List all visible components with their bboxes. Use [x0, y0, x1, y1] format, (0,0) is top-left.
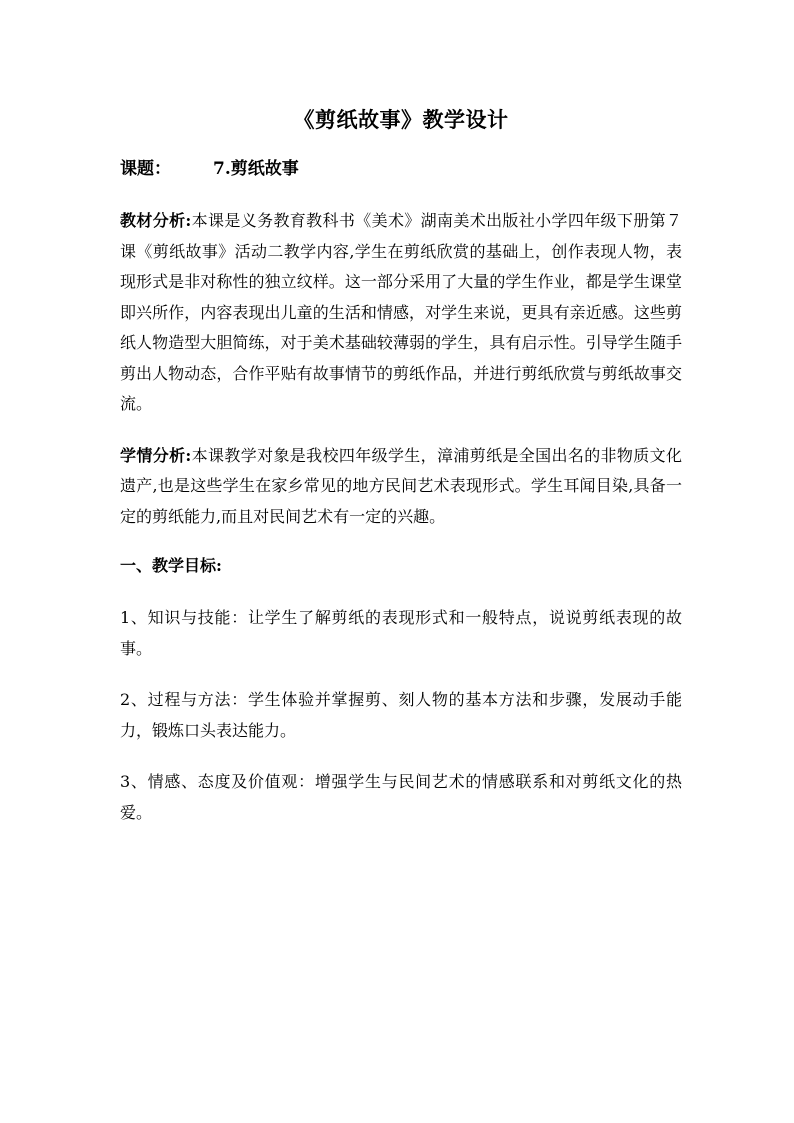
- material-analysis-text: 本课是义务教育教科书《美术》湖南美术出版社小学四年级下册第７课《剪纸故事》活动二教学内容,学生在剪纸欣赏的基础上，创作表现人物，表现形式是非对称性的独立纹样。这一部分采用了大量的学生作业，都是学生课堂即兴所作，内容表现出儿童的生活和情感，对学生来说，更具有亲近感。这些剪纸人物造型大胆简练，对于美术基础较薄弱的学生，具有启示性。引导学生随手剪出人物动态，合作平贴有故事情节的剪纸作品，并进行剪纸欣赏与剪纸故事交流。: [120, 211, 682, 413]
- topic-label: 课题：: [120, 159, 171, 179]
- student-analysis-paragraph: [120, 441, 682, 533]
- document-title: 《剪纸故事》教学设计: [293, 107, 509, 132]
- topic-value: 7.剪纸故事: [213, 159, 299, 179]
- goals-heading: 一、教学目标:: [120, 556, 222, 575]
- goal-item-emotion: 3、情感、态度及价值观：增强学生与民间艺术的情感联系和对剪纸文化的热爱。: [120, 772, 682, 822]
- material-analysis-paragraph: [120, 206, 682, 420]
- student-analysis-text: 本课教学对象是我校四年级学生，漳浦剪纸是全国出名的非物质文化遗产,也是这些学生在家乡常见的地方民间艺术表现形式。学生耳闻目染,具备一定的剪纸能力,而且对民间艺术有一定的兴趣。: [120, 445, 682, 526]
- material-analysis-label: 教材分析:: [120, 211, 192, 230]
- goal-item-process: 2、过程与方法：学生体验并掌握剪、刻人物的基本方法和步骤，发展动手能力，锻炼口头表达能力。: [120, 690, 682, 740]
- goal-item-knowledge: 1、知识与技能：让学生了解剪纸的表现形式和一般特点，说说剪纸表现的故事。: [120, 608, 682, 658]
- student-analysis-label: 学情分析:: [120, 445, 192, 465]
- topic-line: [120, 156, 682, 182]
